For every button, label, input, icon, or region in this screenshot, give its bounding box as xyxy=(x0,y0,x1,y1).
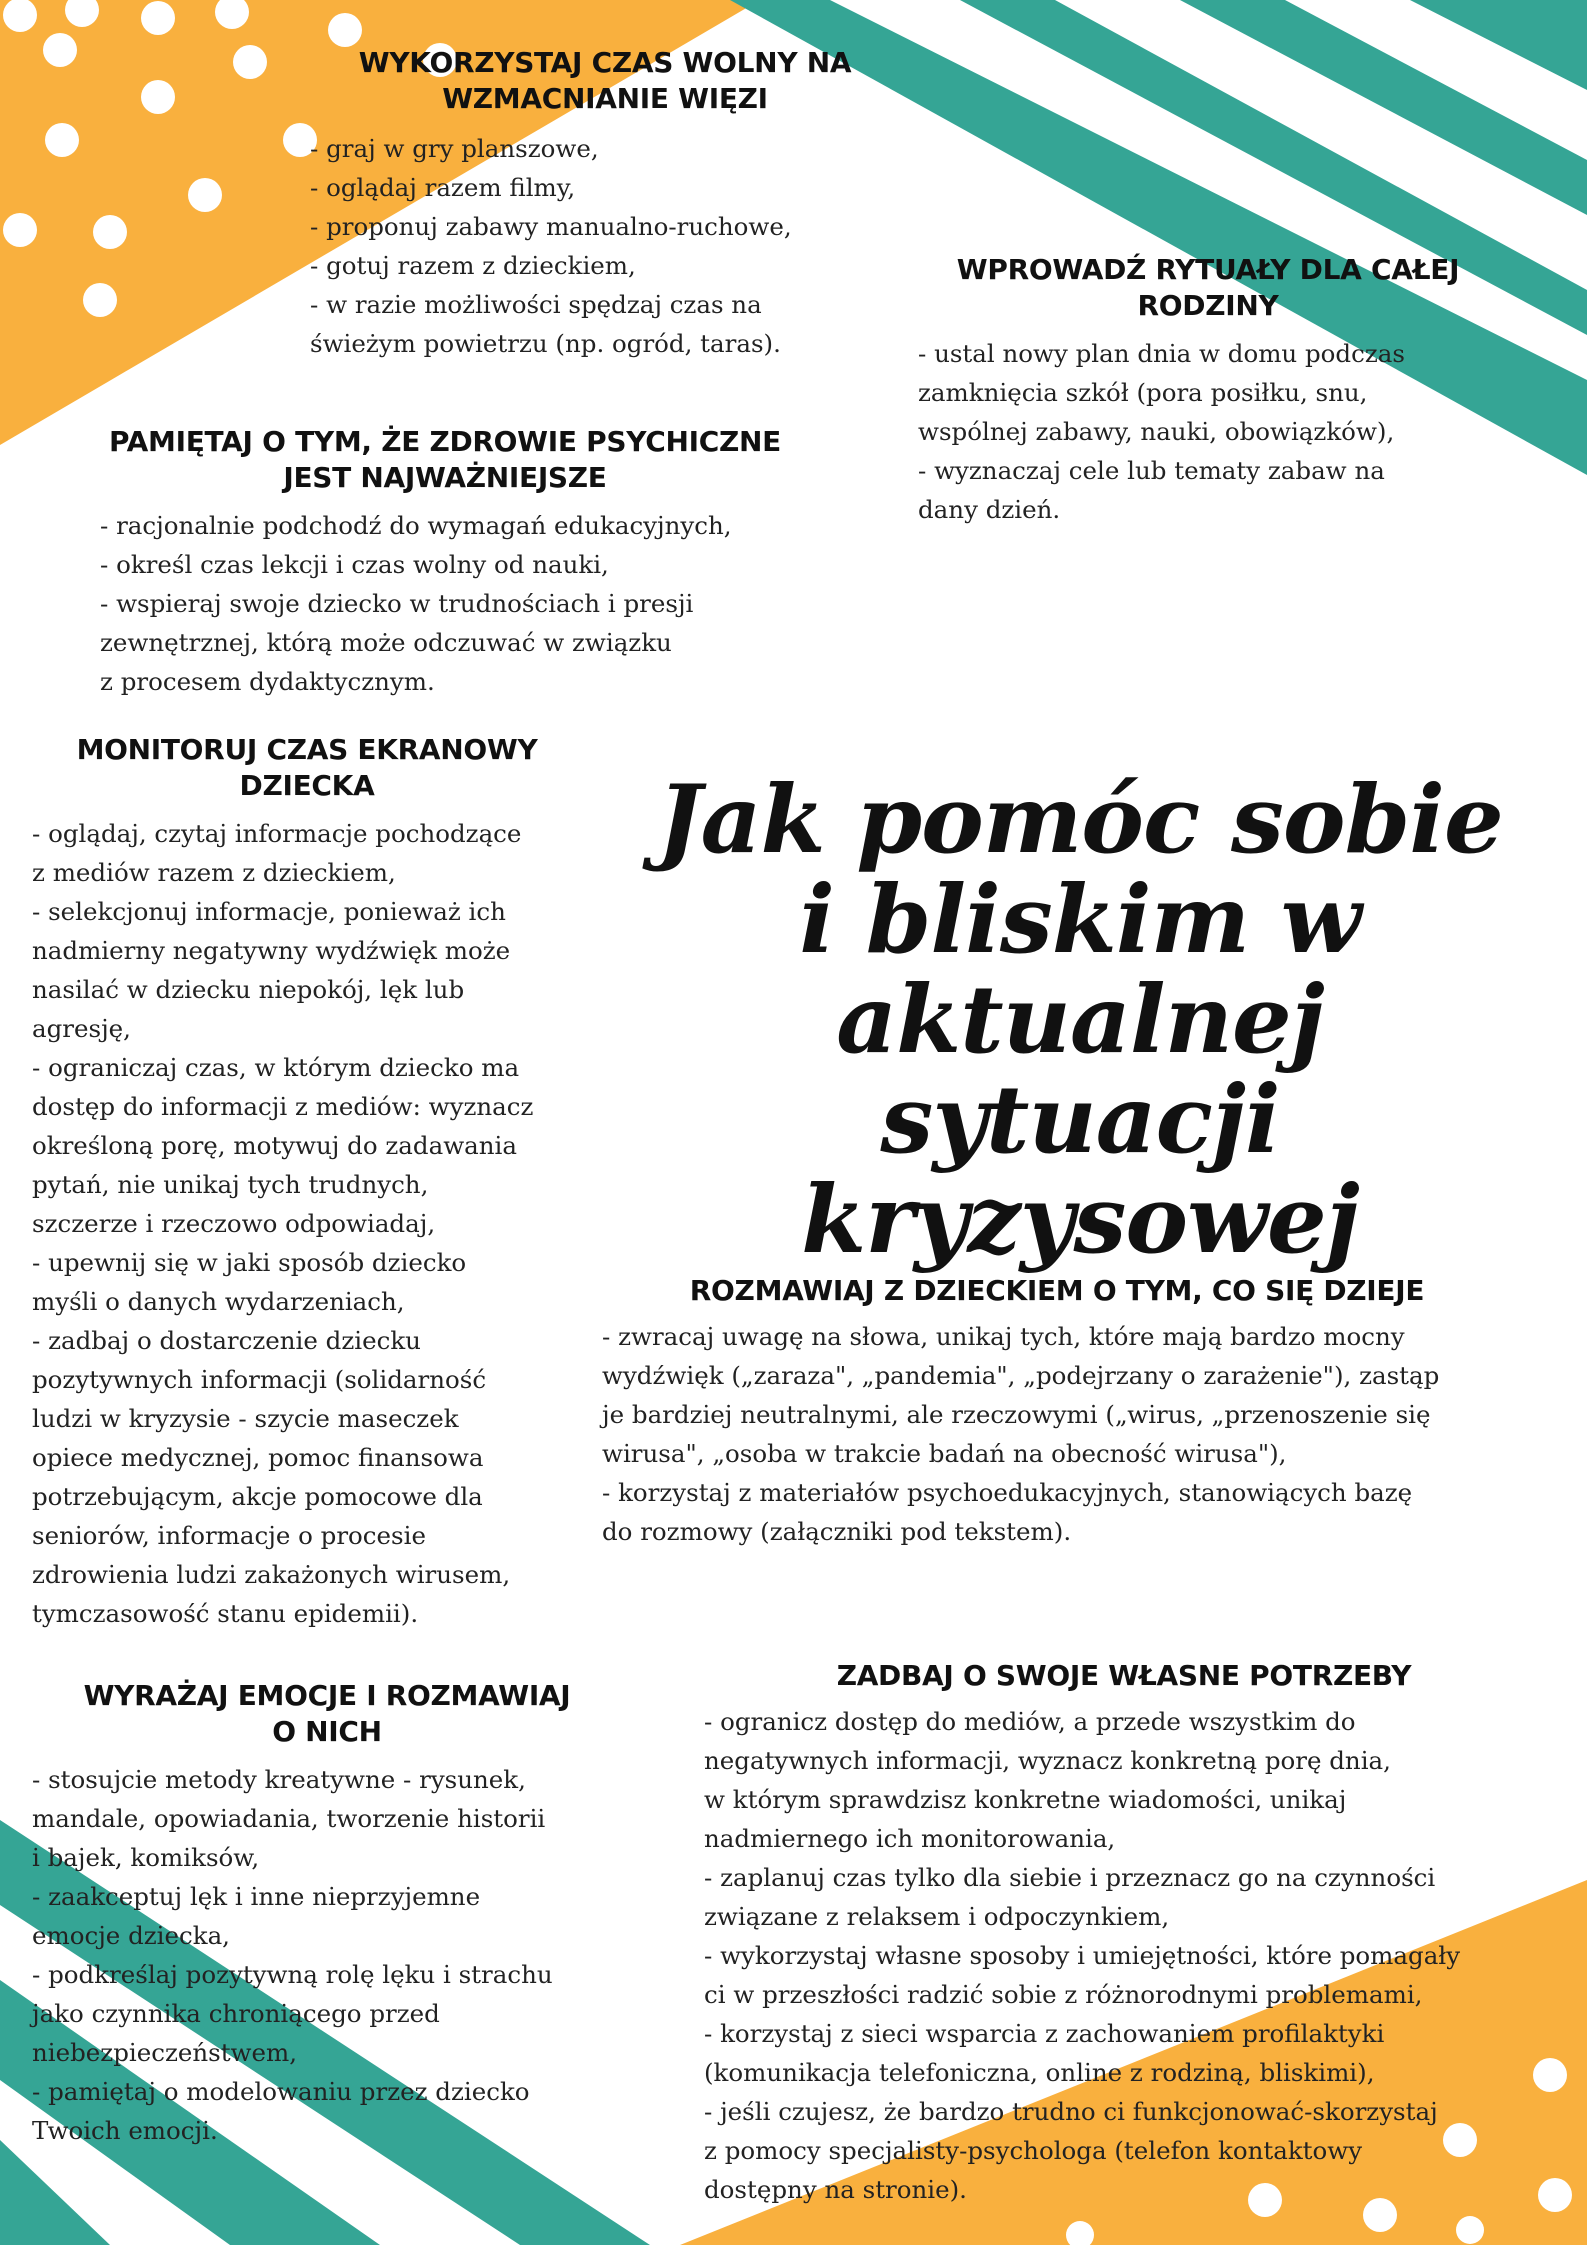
section-heading: PAMIĘTAJ O TYM, ŻE ZDROWIE PSYCHICZNE JEST NAJWAŻNIEJSZE xyxy=(109,425,781,494)
section-heading: ROZMAWIAJ Z DZIECKIEM O TYM, CO SIĘ DZIEJE xyxy=(689,1274,1425,1307)
section-rituals xyxy=(918,252,1548,529)
section-heading: WYRAŻAJ EMOCJE I ROZMAWIAJ O NICH xyxy=(83,1679,571,1748)
section-body: - stosujcie metody kreatywne - rysunek, mandale, opowiadania, tworzenie historii i bajek, komiksów, - zaakceptuj lęk i inne nieprzyjemne emocje dziecka, - podkreślaj pozytywną rolę lęku i strachu jako czynnika chroniącego przed niebezpieczeństwem, - pamiętaj o modelowaniu przez dziecko Twoich emocji. xyxy=(32,1765,553,2145)
section-talk-with-child xyxy=(602,1273,1562,1551)
page-title: Jak pomóc sobie i bliskim w aktualnej sytuacji kryzysowej xyxy=(657,765,1503,1275)
section-body: - ustal nowy plan dnia w domu podczas zamknięcia szkół (pora posiłku, snu, wspólnej zabawy, nauki, obowiązków), - wyznaczaj cele lub tematy zabaw na dany dzień. xyxy=(918,339,1405,524)
section-body: - ogranicz dostęp do mediów, a przede wszystkim do negatywnych informacji, wyznacz konkretną porę dnia, w którym sprawdzisz konkretne wiadomości, unikaj nadmiernego ich monitorowania, - zaplanuj czas tylko dla siebie i przeznacz go na czynności związane z relaksem i odpoczynkiem, - wykorzystaj własne sposoby i umiejętności, które pomagały ci w przeszłości radzić sobie z różnorodnymi problemami, - korzystaj z sieci wsparcia z zachowaniem profilaktyki (komunikacja telefoniczna, online z rodziną, bliskimi), - jeśli czujesz, że bardzo trudno ci funkcjonować-skorzystaj z pomocy specjalisty-psychologa (telefon kontaktowy dostępny na stronie). xyxy=(704,1707,1461,2204)
section-free-time xyxy=(310,45,900,363)
section-heading: MONITORUJ CZAS EKRANOWY DZIECKA xyxy=(76,733,538,802)
section-heading: ZADBAJ O SWOJE WŁASNE POTRZEBY xyxy=(836,1659,1412,1692)
section-screen-time xyxy=(32,732,622,1633)
section-heading: WPROWADŹ RYTUAŁY DLA CAŁEJ RODZINY xyxy=(956,253,1460,322)
section-body: - racjonalnie podchodź do wymagań edukacyjnych, - określ czas lekcji i czas wolny od nauki, - wspieraj swoje dziecko w trudnościach i presji zewnętrznej, którą może odczuwać w związku z procesem dydaktycznym. xyxy=(100,511,732,696)
section-body: - oglądaj, czytaj informacje pochodzące z mediów razem z dzieckiem, - selekcjonuj informacje, ponieważ ich nadmierny negatywny wydźwięk może nasilać w dziecku niepokój, lęk lub agresję, - ograniczaj czas, w którym dziecko ma dostęp do informacji z mediów: wyznacz określoną porę, motywuj do zadawania pytań, nie unikaj tych trudnych, szczerze i rzeczowo odpowiadaj, - upewnij się w jaki sposób dziecko myśli o danych wydarzeniach, - zadbaj o dostarczenie dziecku pozytywnych informacji (solidarność ludzi w kryzysie - szycie maseczek opiece medycznej, pomoc finansowa potrzebującym, akcje pomocowe dla seniorów, informacje o procesie zdrowienia ludzi zakażonych wirusem, tymczasowość stanu epidemii). xyxy=(32,819,534,1628)
section-emotions xyxy=(32,1678,652,2150)
section-own-needs xyxy=(704,1658,1564,2209)
section-body: - zwracaj uwagę na słowa, unikaj tych, które mają bardzo mocny wydźwięk („zaraza", „pandemia", „podejrzany o zarażenie"), zastąp je bardziej neutralnymi, ale rzeczowymi („wirus, „przenoszenie się wirusa", „osoba w trakcie badań na obecność wirusa"), - korzystaj z materiałów psychoedukacyjnych, stanowiących bazę do rozmowy (załączniki pod tekstem). xyxy=(602,1322,1440,1546)
section-heading: WYKORZYSTAJ CZAS WOLNY NA WZMACNIANIE WIĘZI xyxy=(358,46,852,115)
section-mental-health xyxy=(100,424,880,701)
section-body: - graj w gry planszowe, - oglądaj razem filmy, - proponuj zabawy manualno-ruchowe, - gotuj razem z dzieckiem, - w razie możliwości spędzaj czas na świeżym powietrzu (np. ogród, taras). xyxy=(310,134,792,358)
